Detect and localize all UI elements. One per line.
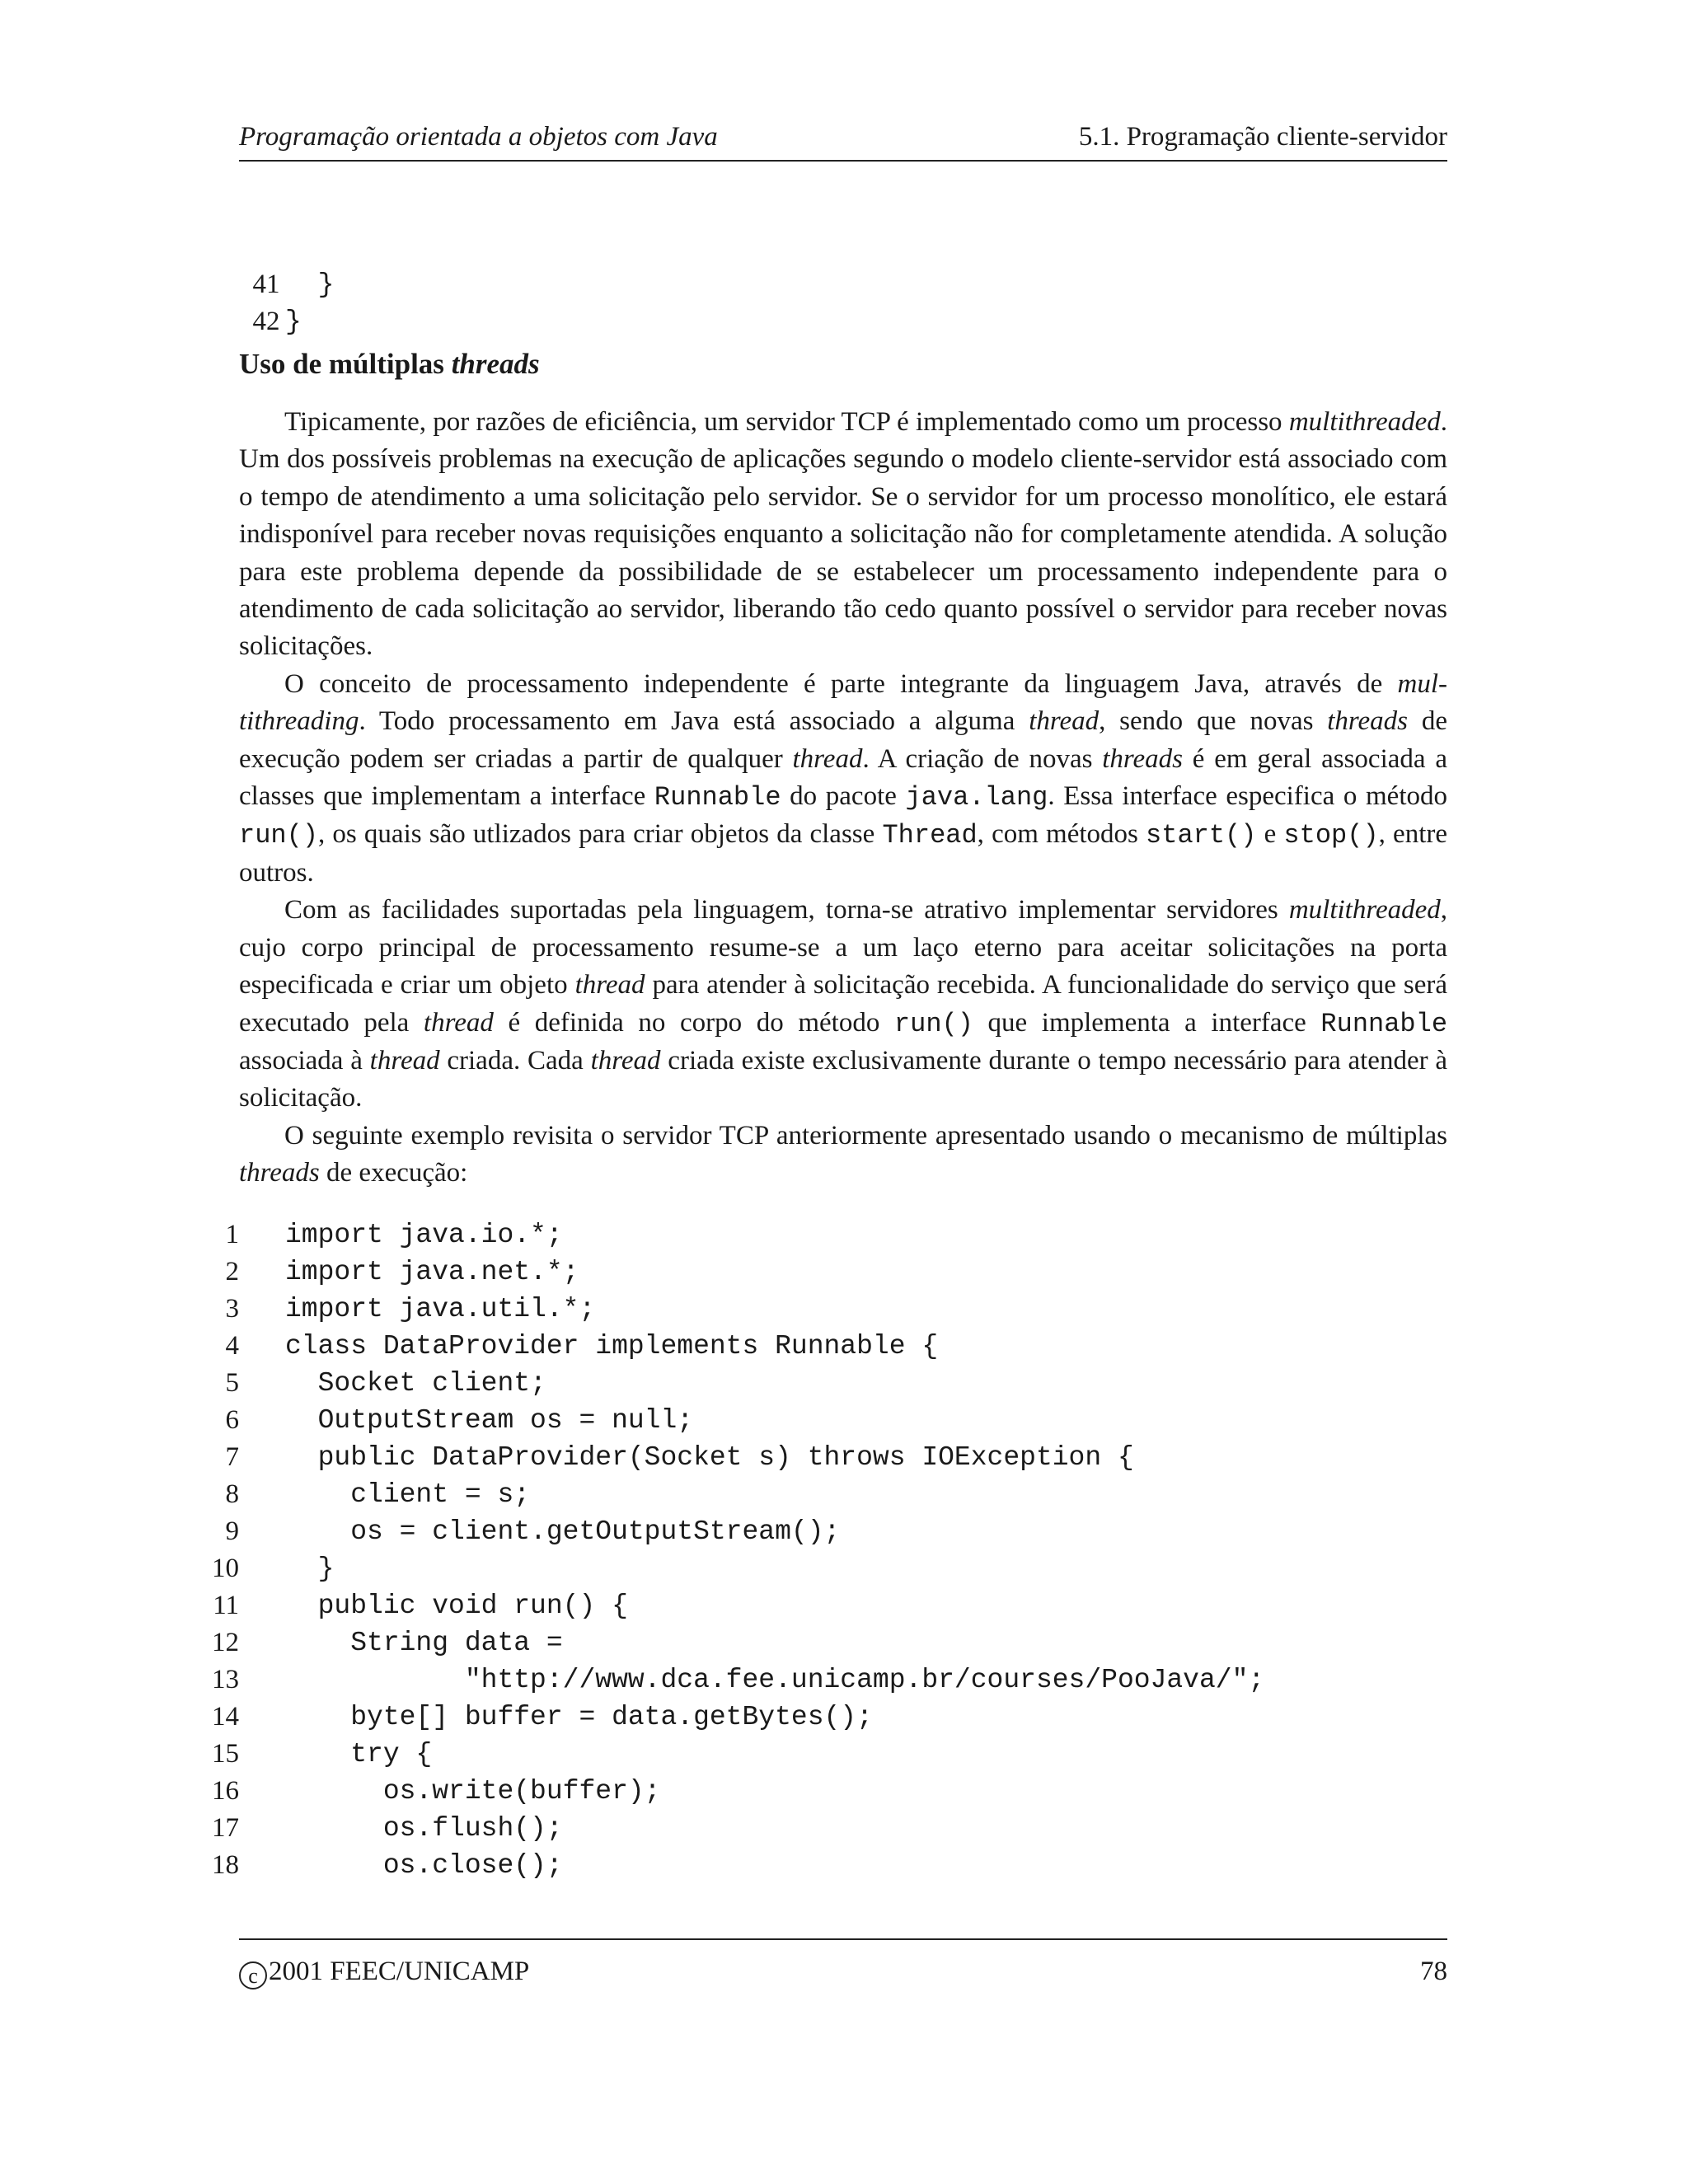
code-line xyxy=(206,1587,1459,1624)
text-run: , sendo que novas xyxy=(1099,706,1328,737)
paragraph-1 xyxy=(239,404,1447,666)
header-book-title: Programação orientada a objetos com Java xyxy=(239,122,718,152)
code-text: client = s; xyxy=(285,1479,531,1510)
text-run: é em geral associada a classes que implementam a interface xyxy=(239,743,1447,812)
line-number: 42 xyxy=(252,307,280,336)
inline-code: run() xyxy=(893,1008,973,1039)
paragraph-4 xyxy=(239,1118,1447,1193)
text-run-italic: multithreading xyxy=(239,668,1447,737)
code-line xyxy=(206,1736,1459,1773)
code-line xyxy=(206,266,1459,337)
text-run-italic: multithreaded xyxy=(1288,407,1441,437)
code-line xyxy=(206,1328,1459,1365)
text-run: para atender à solicitação recebida. A funcionalidade do serviço que será executado pela xyxy=(239,970,1447,1038)
text-run: . Todo processamento em Java está associado a alguma xyxy=(359,706,1029,737)
text-run: . Um dos possíveis problemas na execução de aplicações segundo o modelo cliente-servidor está associado com o tempo de atendimento a uma solicitação pelo servidor. Se o servidor for um processo monolítico, ele estará indisponível para receber novas requisições enquanto a solicitação não for completamente atendida. A solução para este problema depende da possibilidade de se estabelecer um processamento independente para o atendimento de cada solicitação ao servidor, liberando tão cedo quanto possível o servidor para receber novas solicitações. xyxy=(239,407,1447,662)
text-run: . A criação de novas xyxy=(862,743,1103,774)
copyright-icon: c xyxy=(239,1961,267,1990)
code-listing-previous xyxy=(206,229,1459,337)
text-run: que implementa a interface xyxy=(973,1007,1321,1038)
page-number: 78 xyxy=(1420,1957,1447,1986)
code-line xyxy=(206,1550,1459,1587)
text-run: Tipicamente, por razões de eficiência, um servidor TCP é implementado como um processo xyxy=(284,407,1289,437)
code-line xyxy=(206,1513,1459,1550)
text-run: e xyxy=(1256,819,1284,850)
code-line xyxy=(206,1365,1459,1402)
line-number: 12 xyxy=(212,1628,239,1657)
text-run: de execução podem ser criadas a partir de qualquer xyxy=(239,706,1447,774)
line-number: 2 xyxy=(225,1257,239,1286)
code-line xyxy=(206,1847,1459,1884)
text-run: é definida no corpo do método xyxy=(493,1007,894,1038)
section-heading-italic: threads xyxy=(451,348,540,380)
text-run-italic: threads xyxy=(1327,706,1409,737)
code-text: os.close(); xyxy=(285,1850,563,1881)
code-line xyxy=(206,1291,1459,1328)
paragraph-2 xyxy=(239,666,1447,892)
line-number: 9 xyxy=(225,1516,239,1546)
code-text: os = client.getOutputStream(); xyxy=(285,1516,841,1547)
text-run: , com métodos xyxy=(977,819,1146,850)
code-line xyxy=(206,1216,1459,1254)
line-number: 5 xyxy=(225,1368,239,1398)
code-line xyxy=(206,1439,1459,1476)
code-text: public DataProvider(Socket s) throws IOException { xyxy=(285,1442,1134,1473)
text-run: de execução: xyxy=(319,1158,468,1188)
code-text: import java.net.*; xyxy=(285,1257,579,1287)
text-run: O conceito de processamento independente é parte integrante da linguagem Java, através de xyxy=(284,668,1398,699)
code-line xyxy=(206,1699,1459,1736)
line-number: 16 xyxy=(212,1776,239,1806)
line-number: 4 xyxy=(225,1331,239,1361)
inline-code: Thread xyxy=(882,820,978,851)
inline-code: start() xyxy=(1146,820,1257,851)
text-run-italic: multithreaded xyxy=(1288,895,1441,926)
text-run: , cujo corpo principal de processamento resume-se a um laço eterno para aceitar solicitações na porta especificada e criar um objeto xyxy=(239,895,1447,1001)
text-run-italic: thread xyxy=(574,970,645,1001)
inline-code: stop() xyxy=(1283,820,1379,851)
code-line xyxy=(206,1810,1459,1847)
text-run-italic: thread xyxy=(1029,706,1100,737)
text-run: criada. Cada xyxy=(439,1045,591,1076)
line-number: 18 xyxy=(212,1850,239,1880)
line-number: 11 xyxy=(213,1591,239,1620)
code-listing xyxy=(206,1216,1459,1884)
code-text: public void run() { xyxy=(285,1591,628,1621)
text-run: Com as facilidades suportadas pela linguagem, torna-se atrativo implementar servidores xyxy=(284,895,1289,926)
line-number: 1 xyxy=(225,1220,239,1249)
code-line xyxy=(206,1624,1459,1661)
line-number: 15 xyxy=(212,1739,239,1769)
text-run-italic: thread xyxy=(590,1045,661,1076)
line-number: 41 xyxy=(252,269,280,299)
footer-copyright xyxy=(239,1957,529,1990)
text-run: O seguinte exemplo revisita o servidor TCP anteriormente apresentado usando o mecanismo de múltiplas xyxy=(284,1120,1447,1151)
code-text: } xyxy=(285,1554,335,1584)
code-line xyxy=(206,1661,1459,1699)
code-text: os.write(buffer); xyxy=(285,1776,661,1807)
text-run: . Essa interface especifica o método xyxy=(1048,781,1447,812)
inline-code: java.lang xyxy=(905,782,1048,813)
text-run: associada à xyxy=(239,1045,370,1076)
code-text: } xyxy=(285,307,302,337)
line-number: 3 xyxy=(225,1294,239,1324)
code-text: byte[] buffer = data.getBytes(); xyxy=(285,1702,873,1732)
inline-code: run() xyxy=(239,820,319,851)
code-line xyxy=(206,1402,1459,1439)
paragraph-3 xyxy=(239,892,1447,1117)
line-number: 13 xyxy=(212,1665,239,1694)
text-run-italic: thread xyxy=(423,1007,494,1038)
text-run-italic: thread xyxy=(792,743,863,774)
running-header xyxy=(239,122,1447,162)
text-run: , os quais são utlizados para criar objetos da classe xyxy=(318,819,883,850)
inline-code: Runnable xyxy=(654,782,781,813)
line-number: 14 xyxy=(212,1702,239,1732)
text-run: do pacote xyxy=(781,781,906,812)
code-text: try { xyxy=(285,1739,433,1769)
line-number: 8 xyxy=(225,1479,239,1509)
text-run: criada existe exclusivamente durante o tempo necessário para atender à solicitação. xyxy=(239,1045,1448,1113)
line-number: 6 xyxy=(225,1405,239,1435)
footer-copyright-text: 2001 FEEC/UNICAMP xyxy=(269,1957,530,1986)
section-heading xyxy=(239,348,540,381)
code-text: "http://www.dca.fee.unicamp.br/courses/PooJava/"; xyxy=(285,1665,1265,1695)
text-run-italic: thread xyxy=(369,1045,440,1076)
line-number: 7 xyxy=(225,1442,239,1472)
section-heading-text: Uso de múltiplas xyxy=(239,348,452,380)
text-run: , entre outros. xyxy=(239,819,1447,888)
page-footer xyxy=(239,1938,1447,1988)
code-text: class DataProvider implements Runnable { xyxy=(285,1331,939,1361)
code-line xyxy=(206,1476,1459,1513)
code-text: OutputStream os = null; xyxy=(285,1405,694,1436)
code-line xyxy=(206,1254,1459,1291)
text-run-italic: threads xyxy=(239,1158,320,1188)
text-run-italic: threads xyxy=(1102,743,1184,774)
line-number: 17 xyxy=(212,1813,239,1843)
inline-code: Runnable xyxy=(1320,1008,1448,1039)
code-text: Socket client; xyxy=(285,1368,546,1399)
code-text: } xyxy=(285,269,335,300)
code-text: String data = xyxy=(285,1628,563,1658)
body-text xyxy=(239,404,1447,1193)
code-text: os.flush(); xyxy=(285,1813,563,1844)
line-number: 10 xyxy=(212,1554,239,1583)
code-text: import java.io.*; xyxy=(285,1220,563,1250)
code-line xyxy=(206,229,1459,300)
code-line xyxy=(206,1773,1459,1810)
code-text: import java.util.*; xyxy=(285,1294,596,1324)
header-section-title: 5.1. Programação cliente-servidor xyxy=(1078,122,1447,152)
